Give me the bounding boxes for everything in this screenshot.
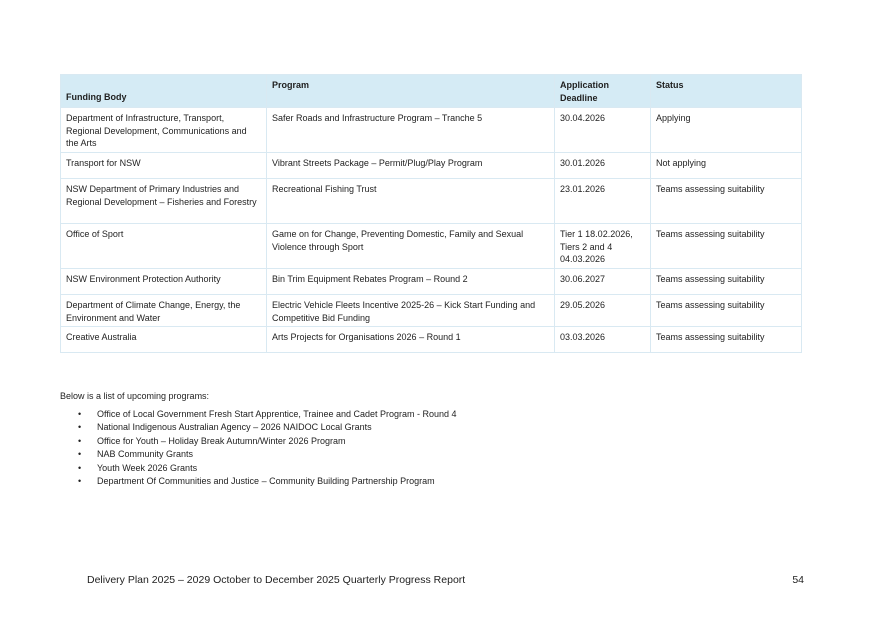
cell-funding-body: Creative Australia	[61, 327, 267, 353]
header-status: Status	[651, 75, 802, 108]
cell-status: Teams assessing suitability	[651, 295, 802, 327]
cell-deadline: 23.01.2026	[555, 179, 651, 224]
list-item	[60, 421, 457, 434]
bullet-icon: •	[78, 435, 82, 446]
list-item-text: Office for Youth – Holiday Break Autumn/Winter 2026 Program	[97, 435, 346, 446]
list-item-text: Office of Local Government Fresh Start Apprentice, Trainee and Cadet Program - Round 4	[97, 409, 457, 419]
list-item-text: National Indigenous Australian Agency – 2026 NAIDOC Local Grants	[97, 422, 372, 433]
header-funding-body: Funding Body	[61, 75, 267, 108]
cell-status: Not applying	[651, 153, 802, 179]
cell-deadline: 03.03.2026	[555, 327, 651, 353]
cell-status: Teams assessing suitability	[651, 179, 802, 224]
bullet-icon: •	[78, 449, 82, 460]
upcoming-intro: Below is a list of upcoming programs:	[60, 391, 210, 401]
list-item-text: Youth Week 2026 Grants	[97, 462, 198, 473]
cell-funding-body: Office of Sport	[61, 224, 267, 269]
cell-program: Arts Projects for Organisations 2026 – Round 1	[267, 327, 555, 353]
page-number: 54	[792, 574, 804, 586]
cell-deadline: 30.06.2027	[555, 269, 651, 295]
cell-funding-body: Transport for NSW	[61, 153, 267, 179]
cell-status: Teams assessing suitability	[651, 224, 802, 269]
table-row	[61, 179, 802, 224]
table-row	[61, 108, 802, 153]
cell-funding-body: NSW Environment Protection Authority	[61, 269, 267, 295]
cell-program: Recreational Fishing Trust	[267, 179, 555, 224]
table-row	[61, 295, 802, 327]
bullet-icon: •	[78, 462, 82, 473]
cell-funding-body: Department of Infrastructure, Transport, Regional Development, Communications and the Arts	[61, 108, 267, 153]
cell-status: Teams assessing suitability	[651, 269, 802, 295]
cell-program: Bin Trim Equipment Rebates Program – Round 2	[267, 269, 555, 295]
list-item	[60, 475, 457, 488]
cell-status: Teams assessing suitability	[651, 327, 802, 353]
list-item	[60, 462, 457, 475]
cell-program: Game on for Change, Preventing Domestic, Family and Sexual Violence through Sport	[267, 224, 555, 269]
cell-deadline: 29.05.2026	[555, 295, 651, 327]
footer-title: Delivery Plan 2025 – 2029 October to December 2025 Quarterly Progress Report	[87, 574, 466, 586]
funding-table	[60, 74, 802, 353]
table-row	[61, 153, 802, 179]
list-item	[60, 408, 457, 421]
bullet-icon: •	[78, 475, 82, 486]
cell-funding-body: NSW Department of Primary Industries and Regional Development – Fisheries and Forestry	[61, 179, 267, 224]
list-item-text: Department Of Communities and Justice – Community Building Partnership Program	[97, 475, 435, 486]
cell-deadline: 30.04.2026	[555, 108, 651, 153]
table-header-row	[61, 75, 802, 108]
list-item	[60, 435, 457, 448]
cell-program: Safer Roads and Infrastructure Program – Tranche 5	[267, 108, 555, 153]
cell-deadline: 30.01.2026	[555, 153, 651, 179]
header-program: Program	[267, 75, 555, 108]
bullet-icon: •	[78, 422, 82, 433]
bullet-icon: •	[78, 409, 82, 419]
header-deadline: Application Deadline	[555, 75, 651, 108]
list-item-text: NAB Community Grants	[97, 449, 194, 460]
upcoming-programs-list	[60, 408, 457, 488]
table-row	[61, 327, 802, 353]
cell-funding-body: Department of Climate Change, Energy, the Environment and Water	[61, 295, 267, 327]
cell-status: Applying	[651, 108, 802, 153]
list-item	[60, 448, 457, 461]
cell-program: Electric Vehicle Fleets Incentive 2025-26 – Kick Start Funding and Competitive Bid Funding	[267, 295, 555, 327]
table-row	[61, 269, 802, 295]
cell-deadline: Tier 1 18.02.2026, Tiers 2 and 4 04.03.2026	[555, 224, 651, 269]
table-row	[61, 224, 802, 269]
cell-program: Vibrant Streets Package – Permit/Plug/Play Program	[267, 153, 555, 179]
